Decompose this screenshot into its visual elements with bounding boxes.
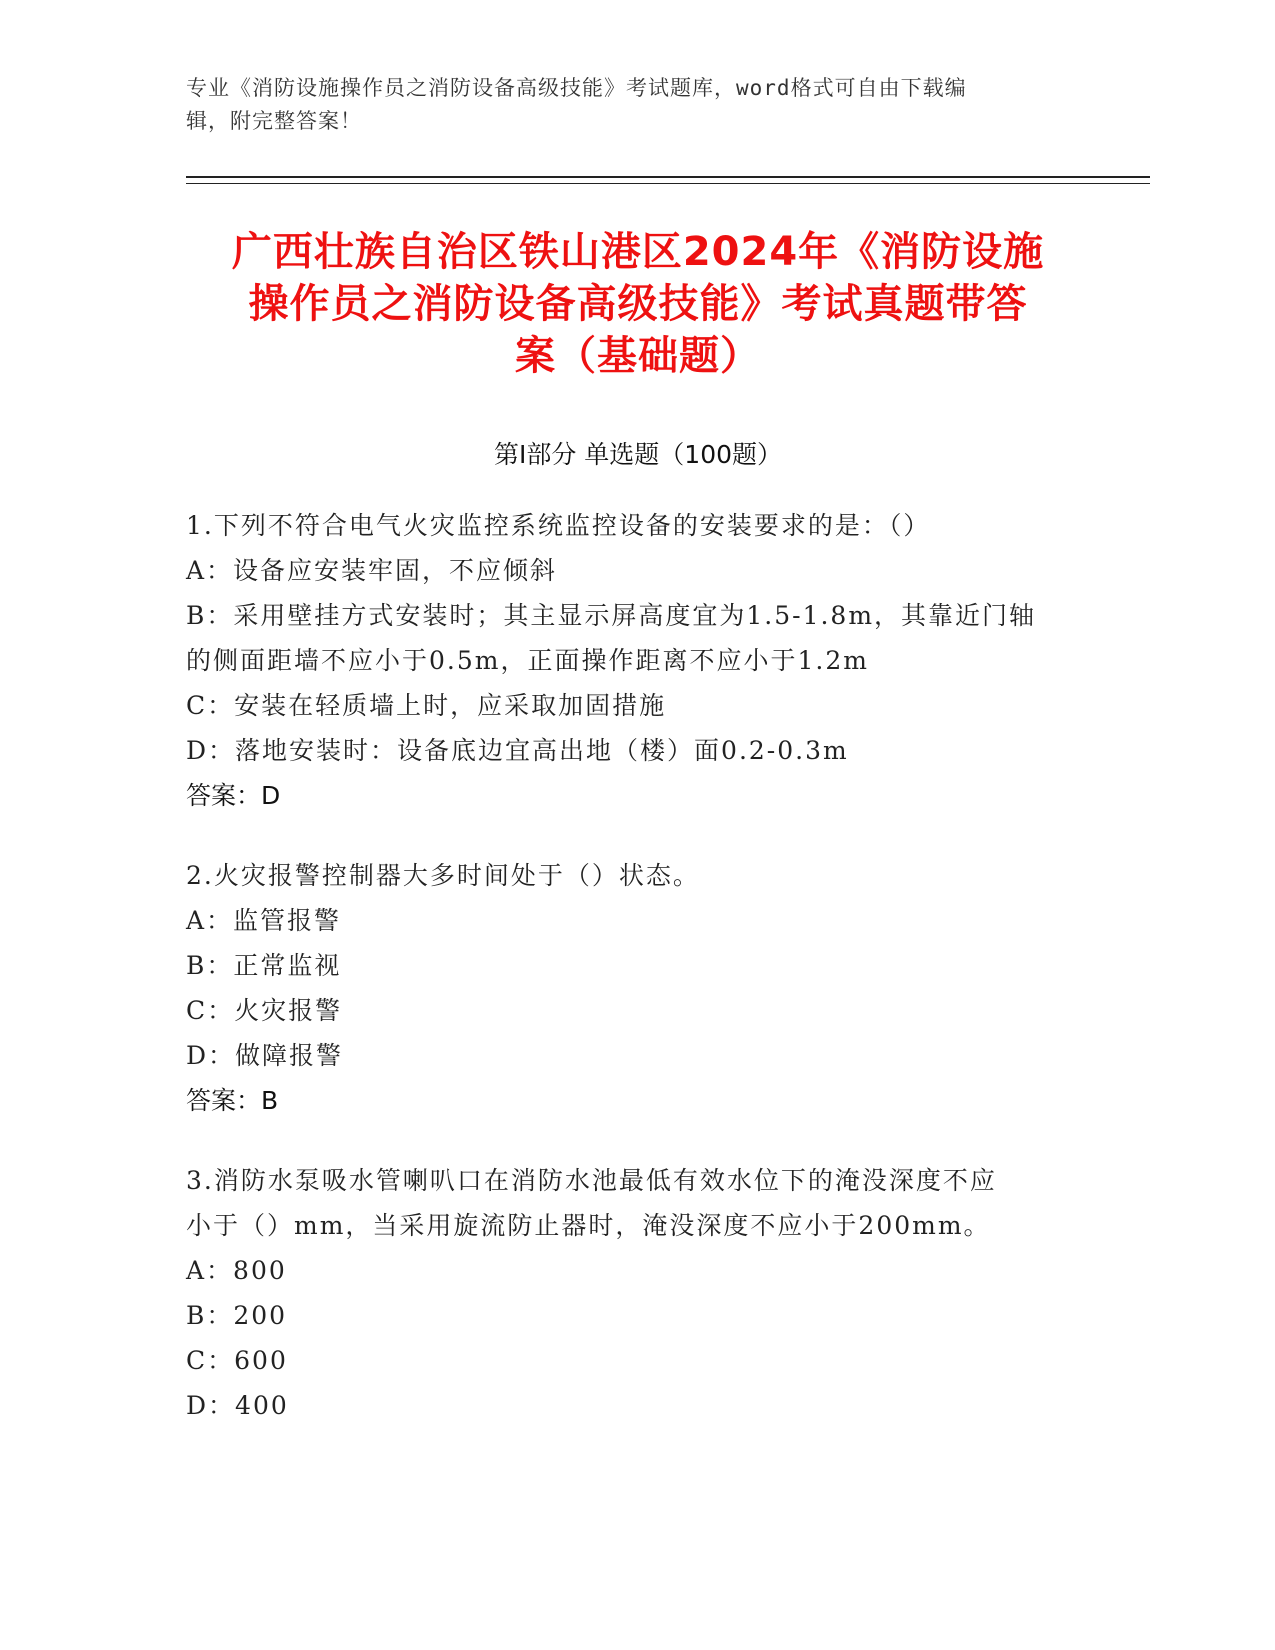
option-d: D：400 bbox=[186, 1391, 289, 1420]
header-note-line: 辑，附完整答案！ bbox=[186, 109, 362, 133]
question-stem: 3.消防水泵吸水管喇叭口在消防水池最低有效水位下的淹没深度不应 bbox=[186, 1166, 997, 1195]
option-d: D：做障报警 bbox=[186, 1041, 344, 1070]
option-a: A：设备应安装牢固，不应倾斜 bbox=[186, 556, 558, 585]
option-b: B：采用壁挂方式安装时；其主显示屏高度宜为1.5-1.8m，其靠近门轴 bbox=[186, 601, 1037, 630]
option-c: C：600 bbox=[186, 1346, 288, 1375]
section-heading: 第I部分 单选题（100题） bbox=[493, 440, 783, 469]
title-line: 广西壮族自治区铁山港区2024年《消防设施 bbox=[231, 229, 1045, 275]
answer-label: 答案：D bbox=[186, 781, 281, 810]
option-b-continued: 的侧面距墙不应小于0.5m，正面操作距离不应小于1.2m bbox=[186, 646, 869, 675]
title-line: 案（基础题） bbox=[515, 333, 761, 379]
option-c: C：火灾报警 bbox=[186, 996, 343, 1025]
question-stem-continued: 小于（）mm，当采用旋流防止器时，淹没深度不应小于200mm。 bbox=[186, 1211, 991, 1240]
question-stem: 1.下列不符合电气火灾监控系统监控设备的安装要求的是：（） bbox=[186, 511, 931, 540]
question-stem: 2.火灾报警控制器大多时间处于（）状态。 bbox=[186, 861, 700, 890]
header-divider-thin bbox=[186, 183, 1150, 184]
option-b: B：正常监视 bbox=[186, 951, 342, 980]
question-2 bbox=[186, 853, 1076, 1123]
header-divider bbox=[186, 176, 1150, 178]
option-b: B：200 bbox=[186, 1301, 288, 1330]
title-line: 操作员之消防设备高级技能》考试真题带答 bbox=[248, 281, 1028, 327]
option-a: A：监管报警 bbox=[186, 906, 342, 935]
option-d: D：落地安装时：设备底边宜高出地（楼）面0.2-0.3m bbox=[186, 736, 849, 765]
header-note-line: 专业《消防设施操作员之消防设备高级技能》考试题库，word格式可自由下载编 bbox=[186, 76, 967, 100]
question-1 bbox=[186, 503, 1076, 818]
answer-label: 答案：B bbox=[186, 1086, 279, 1115]
question-3 bbox=[186, 1158, 1076, 1428]
header-note bbox=[186, 72, 1086, 138]
document-title bbox=[186, 226, 1090, 382]
option-a: A：800 bbox=[186, 1256, 287, 1285]
option-c: C：安装在轻质墙上时，应采取加固措施 bbox=[186, 691, 667, 720]
